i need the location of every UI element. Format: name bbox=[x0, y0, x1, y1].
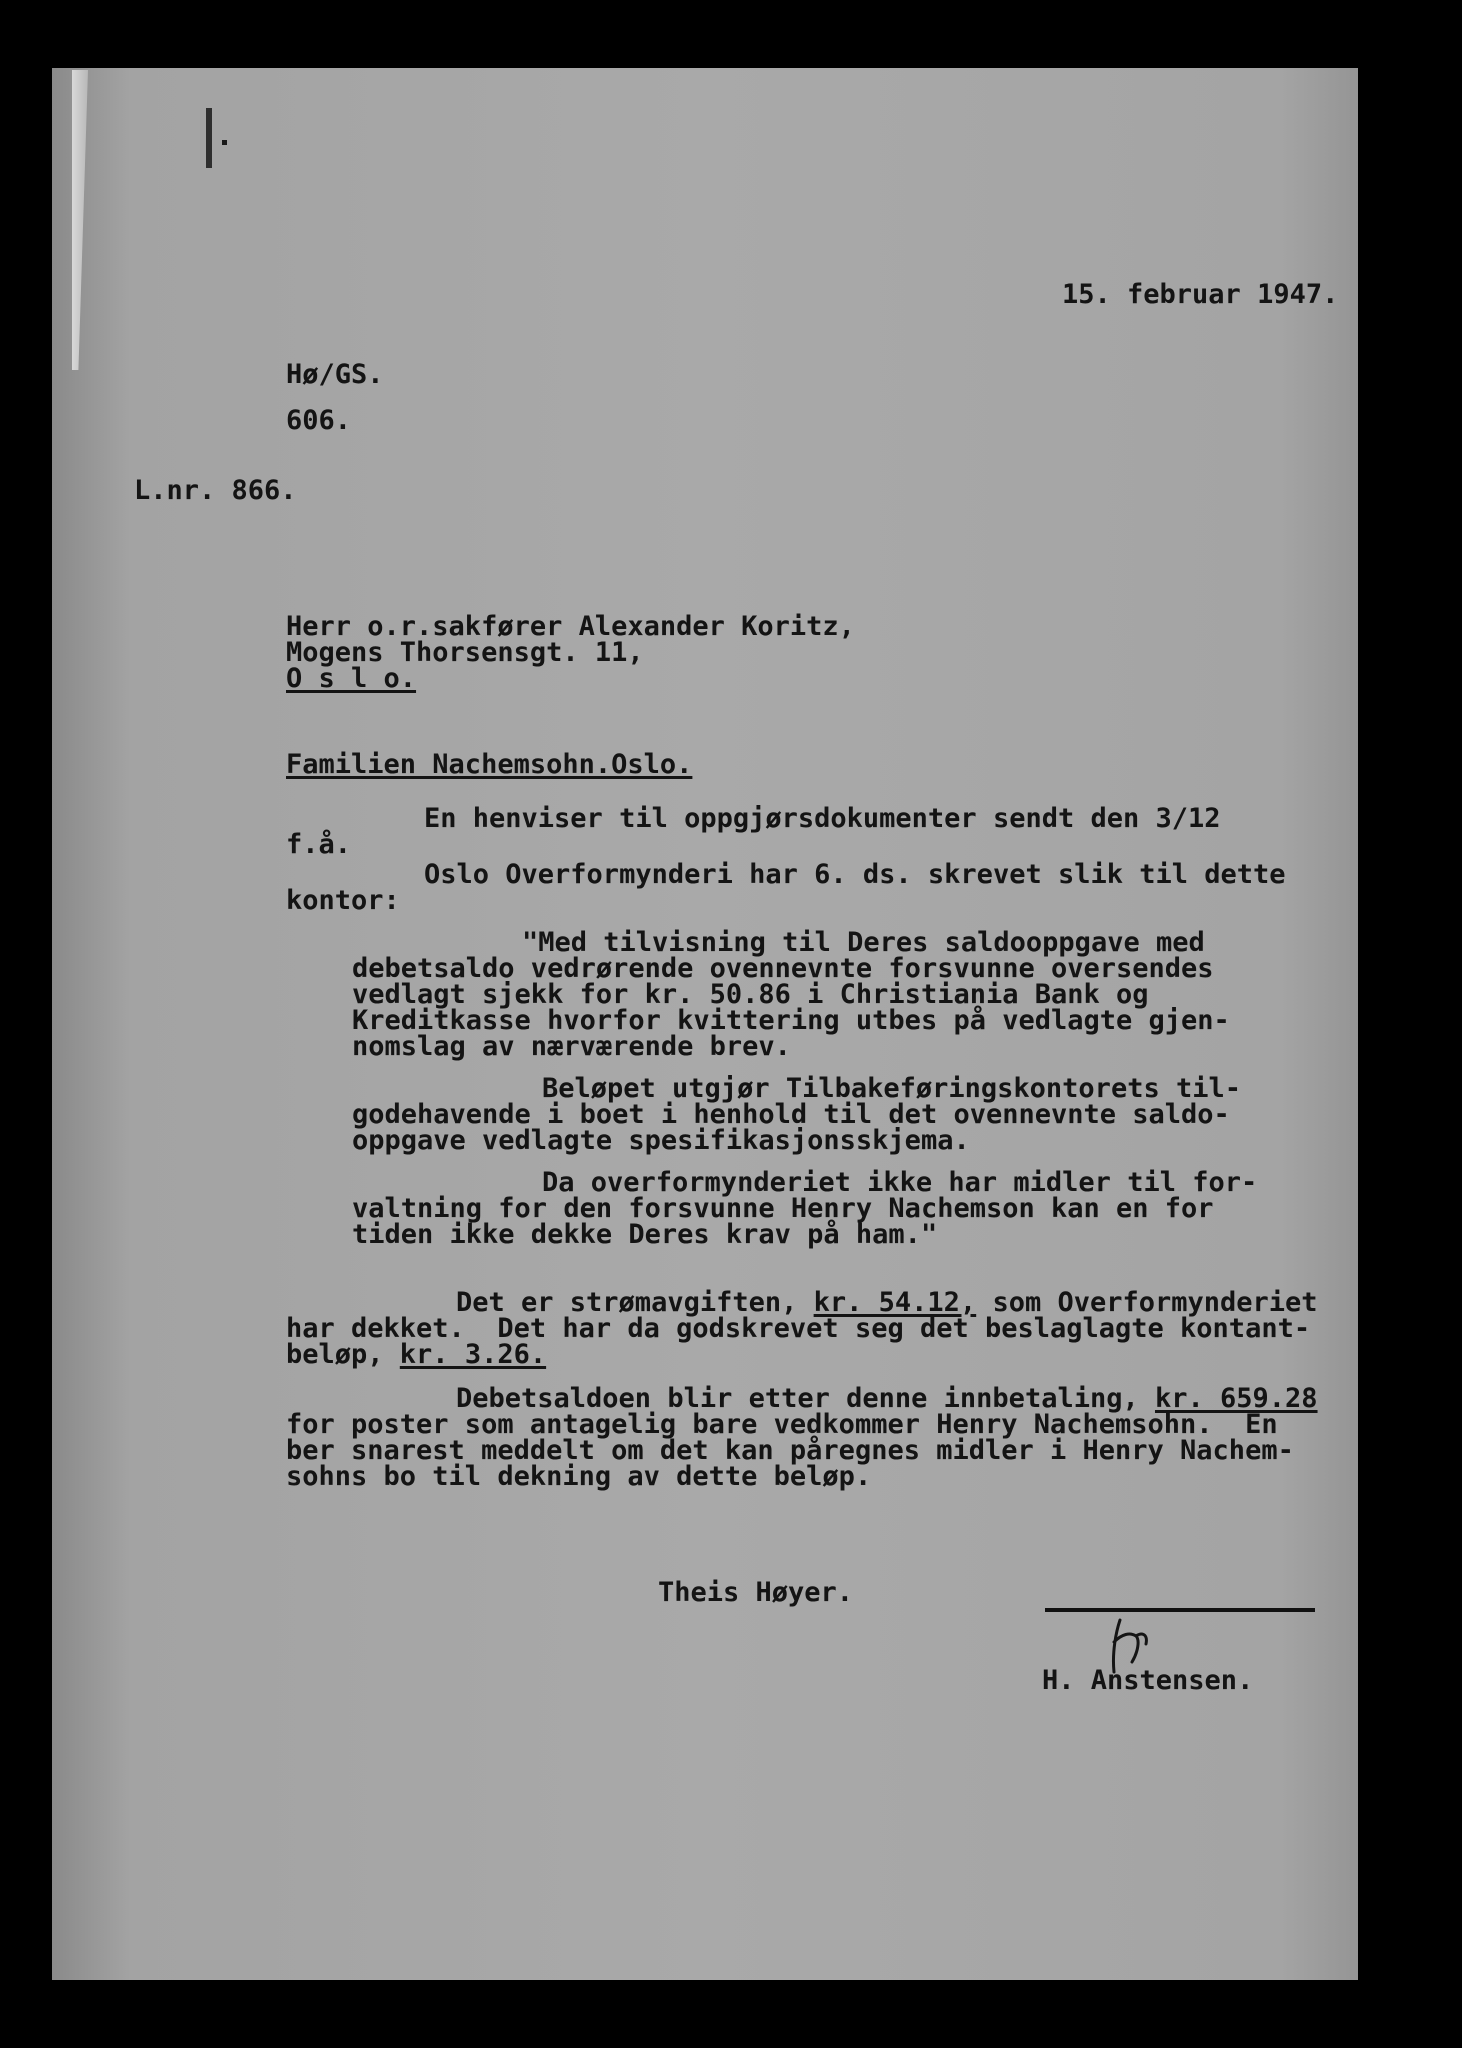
p3-text-a: Det er strømavgiften, bbox=[456, 1287, 814, 1318]
quote-line: Da overformynderiet ikke har midler til for- bbox=[542, 1167, 1258, 1198]
quote-line: debetsaldo vedrørende ovennevnte forsvunne oversendes bbox=[352, 953, 1214, 984]
ref-lnr: L.nr. 866. bbox=[134, 475, 297, 506]
letter-subject: Familien Nachemsohn.Oslo. bbox=[286, 749, 693, 780]
p3-text-l3a: beløp, bbox=[286, 1339, 400, 1370]
paragraph-4-line-3: ber snarest meddelt om det kan påregnes midler i Henry Nachem- bbox=[286, 1435, 1294, 1466]
punch-mark bbox=[206, 108, 212, 168]
amount-kontant: kr. 3.26. bbox=[399, 1339, 547, 1370]
paragraph-1-line-2: f.å. bbox=[286, 829, 352, 860]
addressee-line-2: Mogens Thorsensgt. 11, bbox=[286, 637, 644, 668]
quote-line: valtning for den forsvunne Henry Nachemson kan en for bbox=[352, 1193, 1214, 1224]
ref-number: 606. bbox=[286, 405, 352, 436]
quote-line: Kreditkasse hvorfor kvittering utbes på vedlagte gjen- bbox=[352, 1005, 1230, 1036]
paragraph-4-line-4: sohns bo til dekning av dette beløp. bbox=[286, 1461, 872, 1492]
quote-line: tiden ikke dekke Deres krav på ham." bbox=[352, 1219, 938, 1250]
signature-right: H. Anstensen. bbox=[1042, 1665, 1254, 1696]
paragraph-3-line-3 bbox=[286, 1339, 547, 1370]
paragraph-2-line-1: Oslo Overformynderi har 6. ds. skrevet slik til dette bbox=[424, 859, 1286, 890]
quote-line: godehavende i boet i henhold til det ovennevnte saldo- bbox=[352, 1099, 1230, 1130]
paragraph-2-line-2: kontor: bbox=[286, 885, 400, 916]
paragraph-1-line-1: En henviser til oppgjørsdokumenter sendt den 3/12 bbox=[424, 803, 1221, 834]
paragraph-4-line-2: for poster som antagelig bare vedkommer Henry Nachemsohn. En bbox=[286, 1409, 1278, 1440]
addressee-line-1: Herr o.r.sakfører Alexander Koritz, bbox=[286, 611, 855, 642]
addressee-city: O s l o. bbox=[286, 663, 417, 694]
letter-date: 15. februar 1947. bbox=[1062, 279, 1339, 310]
signature-line bbox=[1045, 1608, 1315, 1612]
p4-text-a: Debetsaldoen blir etter denne innbetaling, bbox=[456, 1383, 1155, 1414]
quote-line: nomslag av nærværende brev. bbox=[352, 1031, 791, 1062]
quote-line: Beløpet utgjør Tilbakeføringskontorets til- bbox=[542, 1073, 1241, 1104]
quote-line: vedlagt sjekk for kr. 50.86 i Christiania Bank og bbox=[352, 979, 1149, 1010]
amount-debetsaldo: kr. 659.28 bbox=[1154, 1383, 1318, 1414]
quote-line: "Med tilvisning til Deres saldooppgave med bbox=[522, 927, 1205, 958]
paragraph-3-line-2: har dekket. Det har da godskrevet seg det beslaglagte kontant- bbox=[286, 1313, 1311, 1344]
amount-strom: kr. 54.12, bbox=[813, 1287, 977, 1318]
ref-initials: Hø/GS. bbox=[286, 359, 384, 390]
signature-left: Theis Høyer. bbox=[658, 1577, 854, 1608]
quote-line: oppgave vedlagte spesifikasjonsskjema. bbox=[352, 1125, 970, 1156]
p3-text-c: som Overformynderiet bbox=[976, 1287, 1318, 1318]
punch-mark-dot bbox=[222, 140, 227, 145]
